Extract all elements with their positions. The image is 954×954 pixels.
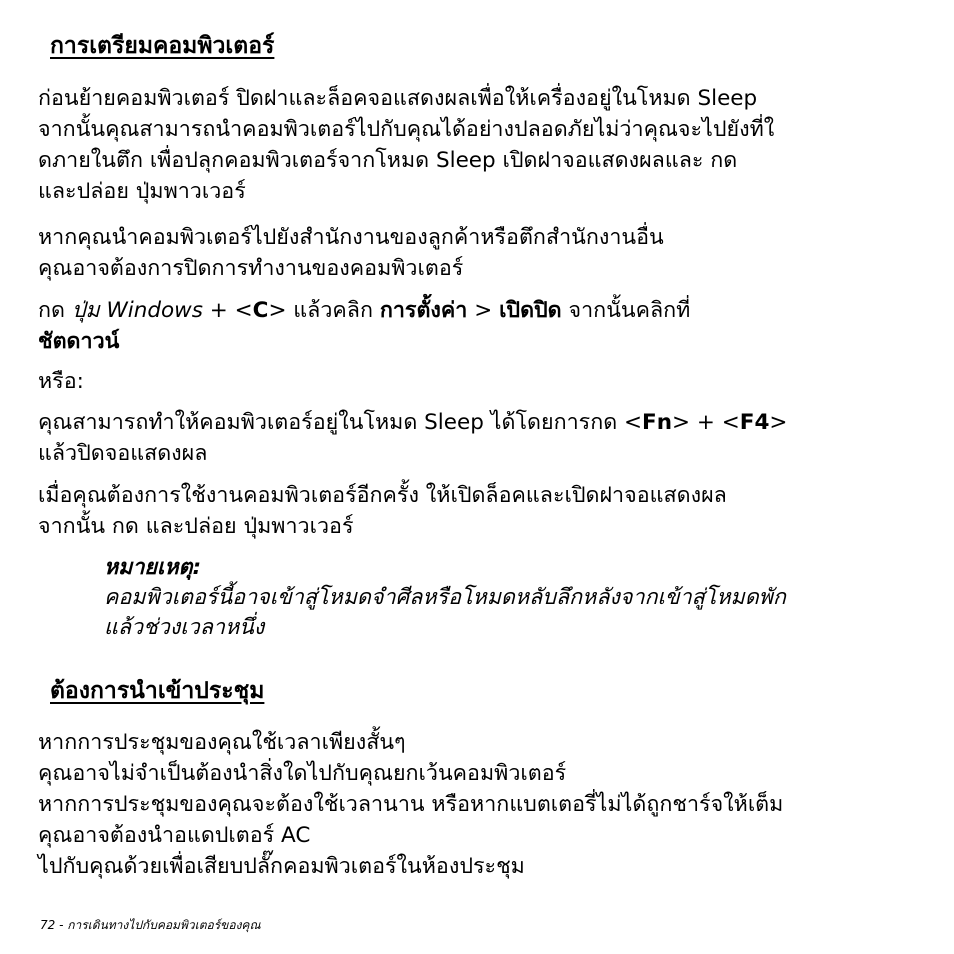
- page-footer: 72 - การเดินทางไปกับคอมพิวเตอร์ของคุณ: [40, 918, 261, 932]
- text-line: แล้วปิดจอแสดงผล: [38, 441, 208, 466]
- paragraph-moving-computer: [38, 83, 774, 207]
- paragraph-resume-computer: [38, 480, 727, 542]
- paragraph-customer-office: [38, 222, 664, 284]
- settings-text: การตั้งค่า: [379, 298, 468, 323]
- note-text-line: คอมพิวเตอร์นี้อาจเข้าสู่โหมดจำศีลหรือโหมดหลับลึกหลังจากเข้าสู่โหมดพัก: [104, 585, 786, 610]
- windows-key-text: ปุ่ม Windows: [71, 298, 203, 323]
- arrow-text: >: [474, 298, 493, 323]
- text-line: หากการประชุมของคุณจะต้องใช้เวลานาน หรือหากแบตเตอรี่ไม่ได้ถูกชาร์จให้เต็ม: [38, 792, 784, 817]
- then-click-text: > แล้วคลิก: [268, 298, 373, 323]
- paragraph-meetings: [38, 727, 783, 882]
- or-text: หรือ:: [38, 369, 84, 394]
- fn-key-text: Fn: [642, 410, 673, 435]
- note-label: หมายเหตุ:: [104, 555, 202, 580]
- text-line: หากการประชุมของคุณใช้เวลาเพียงสั้นๆ: [38, 730, 406, 755]
- f4-key-text: F4: [739, 410, 770, 435]
- text-line: ไปกับคุณด้วยเพื่อเสียบปลั๊กคอมพิวเตอร์ในห้องประชุม: [38, 854, 525, 879]
- section-heading-preparing-computer: การเตรียมคอมพิวเตอร์: [50, 33, 275, 59]
- shortcut-line: [38, 407, 787, 438]
- plus-text: > + <: [672, 410, 740, 435]
- text-line: คุณอาจไม่จำเป็นต้องนำสิ่งใดไปกับคุณยกเว้นคอมพิวเตอร์: [38, 761, 567, 786]
- close-bracket-text: >: [769, 410, 788, 435]
- instruction-line: [38, 295, 690, 326]
- paragraph-shutdown-instruction: [38, 295, 690, 357]
- text-line: เมื่อคุณต้องการใช้งานคอมพิวเตอร์อีกครั้ง ให้เปิดล็อคและเปิดฝาจอแสดงผล: [38, 483, 727, 508]
- sleep-shortcut-text: คุณสามารถทำให้คอมพิวเตอร์อยู่ในโหมด Sleep ได้โดยการกด <: [38, 410, 643, 435]
- note-text-line: แล้วช่วงเวลาหนึ่ง: [104, 615, 265, 640]
- text-line: ก่อนย้ายคอมพิวเตอร์ ปิดฝาและล็อคจอแสดงผลเพื่อให้เครื่องอยู่ในโหมด Sleep: [38, 86, 758, 111]
- paragraph-sleep-shortcut: [38, 407, 787, 469]
- text-line: และปล่อย ปุ่มพาวเวอร์: [38, 179, 246, 204]
- note-block: [104, 553, 786, 643]
- section-heading-meetings: ต้องการนำเข้าประชุม: [50, 678, 265, 704]
- plus-text: + <: [209, 298, 253, 323]
- text-line: คุณอาจต้องการปิดการทำงานของคอมพิวเตอร์: [38, 256, 464, 281]
- text-line: คุณอาจต้องนำอแดปเตอร์ AC: [38, 823, 311, 848]
- then-click-text-2: จากนั้นคลิกที่: [568, 298, 691, 323]
- text-line: ดภายในตึก เพื่อปลุกคอมพิวเตอร์จากโหมด Sleep เปิดฝาจอแสดงผลและ กด: [38, 148, 738, 173]
- key-c-text: C: [252, 298, 269, 323]
- text-line: จากนั้น กด และปล่อย ปุ่มพาวเวอร์: [38, 514, 354, 539]
- text-line: หากคุณนำคอมพิวเตอร์ไปยังสำนักงานของลูกค้าหรือตึกสำนักงานอื่น: [38, 225, 664, 250]
- text-line: จากนั้นคุณสามารถนำคอมพิวเตอร์ไปกับคุณได้อย่างปลอดภัยไม่ว่าคุณจะไปยังที่ใ: [38, 117, 775, 142]
- press-text: กด: [38, 298, 65, 323]
- shutdown-text: ชัตดาวน์: [38, 329, 120, 354]
- power-text: เปิดปิด: [499, 298, 562, 323]
